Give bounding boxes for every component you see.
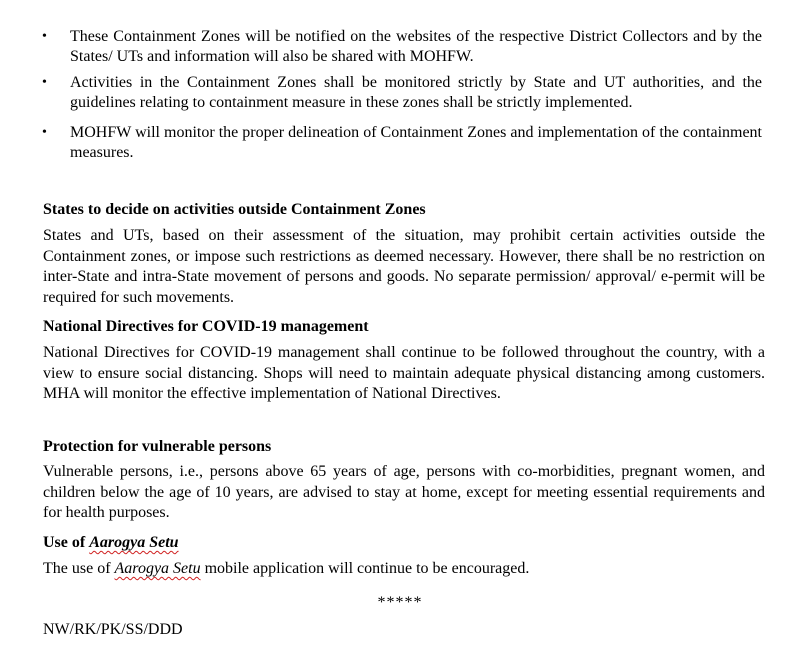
bullet-icon: • [42,29,47,44]
containment-bullet-list [40,27,762,169]
aarogya-body-prefix: The use of [43,560,115,577]
section-separator: ***** [377,594,423,611]
section-body-national-directives: National Directives for COVID-19 management shall continue to be followed throughout the country, with a view to ensure social distancing. Shops will need to maintain adequate physical distancing among customers. MHA will monitor the effective implementation of National Directives. [43,344,765,402]
bullet-item [40,123,762,163]
section-body-vulnerable: Vulnerable persons, i.e., persons above 65 years of age, persons with co-morbidities, pregnant women, and children below the age of 10 years, are advised to stay at home, except for meeting essential requirements and for health purposes. [43,463,765,521]
section-heading-aarogya [43,533,179,553]
section-body-outside-zones: States and UTs, based on their assessment of the situation, may prohibit certain activities outside the Containment zones, or impose such restrictions as deemed necessary. However, there shall be no restriction on inter-State and intra-State movement of persons and goods. No separate permission/ approval/ e-permit will be required for such movements. [43,227,765,306]
aarogya-heading-term: Aarogya Setu [89,534,179,551]
bullet-text: Activities in the Containment Zones shall be monitored strictly by State and UT authorities, and the guidelines relating to containment measure in these zones shall be strictly implemented. [70,74,762,111]
bullet-icon: • [42,125,47,140]
bullet-text: MOHFW will monitor the proper delineation of Containment Zones and implementation of the containment measures. [70,124,762,161]
aarogya-body-suffix: mobile application will continue to be encouraged. [200,560,530,577]
reference-code: NW/RK/PK/SS/DDD [43,621,183,638]
aarogya-body-term: Aarogya Setu [114,560,201,577]
section-body-aarogya [43,559,765,580]
bullet-item [40,73,762,113]
bullet-item [40,27,762,67]
bullet-text: These Containment Zones will be notified on the websites of the respective District Collectors and by the States/ UTs and information will also be shared with MOHFW. [70,28,762,65]
bullet-icon: • [42,75,47,90]
aarogya-heading-prefix: Use of [43,534,90,551]
section-heading-outside-zones: States to decide on activities outside Containment Zones [43,201,426,218]
section-heading-vulnerable: Protection for vulnerable persons [43,438,272,455]
section-heading-national-directives: National Directives for COVID-19 management [43,318,369,335]
